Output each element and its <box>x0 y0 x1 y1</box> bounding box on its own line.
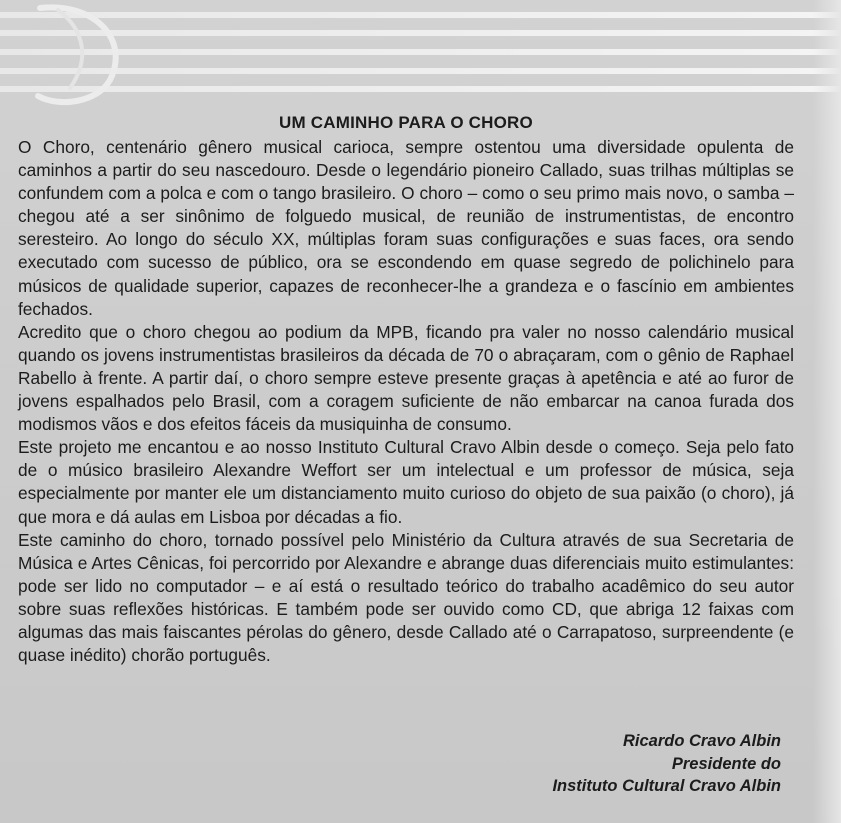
page-edge-highlight <box>813 0 841 823</box>
article-title: UM CAMINHO PARA O CHORO <box>279 113 533 132</box>
paragraph-1: O Choro, centenário gênero musical carioca, sempre ostentou uma diversidade opulenta de caminhos a partir do seu nascedouro. Desde o legendário pioneiro Callado, suas trilhas múltiplas se confundem com a polca e com o tango brasileiro. O choro – como o seu primo mais novo, o samba – chegou até a ser sinônimo de folguedo musical, de reunião de instrumentistas, de encontro seresteiro. Ao longo do século XX, múltiplas foram suas configurações e suas faces, ora sendo executado com sucesso de público, ora se escondendo em quase segredo de polichinelo para músicos de qualidade superior, capazes de reconhecer-lhe a grandeza e o fascínio em ambientes fechados. <box>18 137 794 319</box>
paragraph-2: Acredito que o choro chegou ao podium da MPB, ficando pra valer no nosso calendário musical quando os jovens instrumentistas brasileiros da década de 70 o abraçaram, com o gênio de Raphael Rabello à frente. A partir daí, o choro sempre esteve presente graças à apetência e até ao furor de jovens espalhados pelo Brasil, com a coragem suficiente de não embarcar na canoa furada dos modismos vãos e dos efeitos fáceis da musiquinha de consumo. <box>18 321 794 435</box>
article-body <box>18 112 794 667</box>
treble-clef-staff-graphic <box>0 0 841 110</box>
signature-organization: Instituto Cultural Cravo Albin <box>552 777 781 795</box>
paragraph-3: Este projeto me encantou e ao nosso Instituto Cultural Cravo Albin desde o começo. Seja pelo fato de o músico brasileiro Alexandre Weffort ser um intelectual e um professor de música, seja especialmente por manter ele um distanciamento muito curioso do objeto de sua paixão (o choro), já que mora e dá aulas em Lisboa por décadas a fio. <box>18 437 794 527</box>
signature-block <box>552 730 781 798</box>
paragraph-4: Este caminho do choro, tornado possível pelo Ministério da Cultura através de sua Secretaria de Música e Artes Cênicas, foi percorrido por Alexandre e abrange duas diferenciais muito estimulantes: pode ser lido no computador – e aí está o resultado teórico do trabalho acadêmico do seu autor sobre suas reflexões históricas. E também pode ser ouvido como CD, que abriga 12 faixas com algumas das mais faiscantes pérolas do gênero, desde Callado até o Carrapatoso, surpreendente (e quase inédito) chorão português. <box>18 529 794 666</box>
signature-role: Presidente do <box>671 754 781 773</box>
signature-name: Ricardo Cravo Albin <box>623 732 781 750</box>
music-staff-decoration <box>0 0 841 110</box>
